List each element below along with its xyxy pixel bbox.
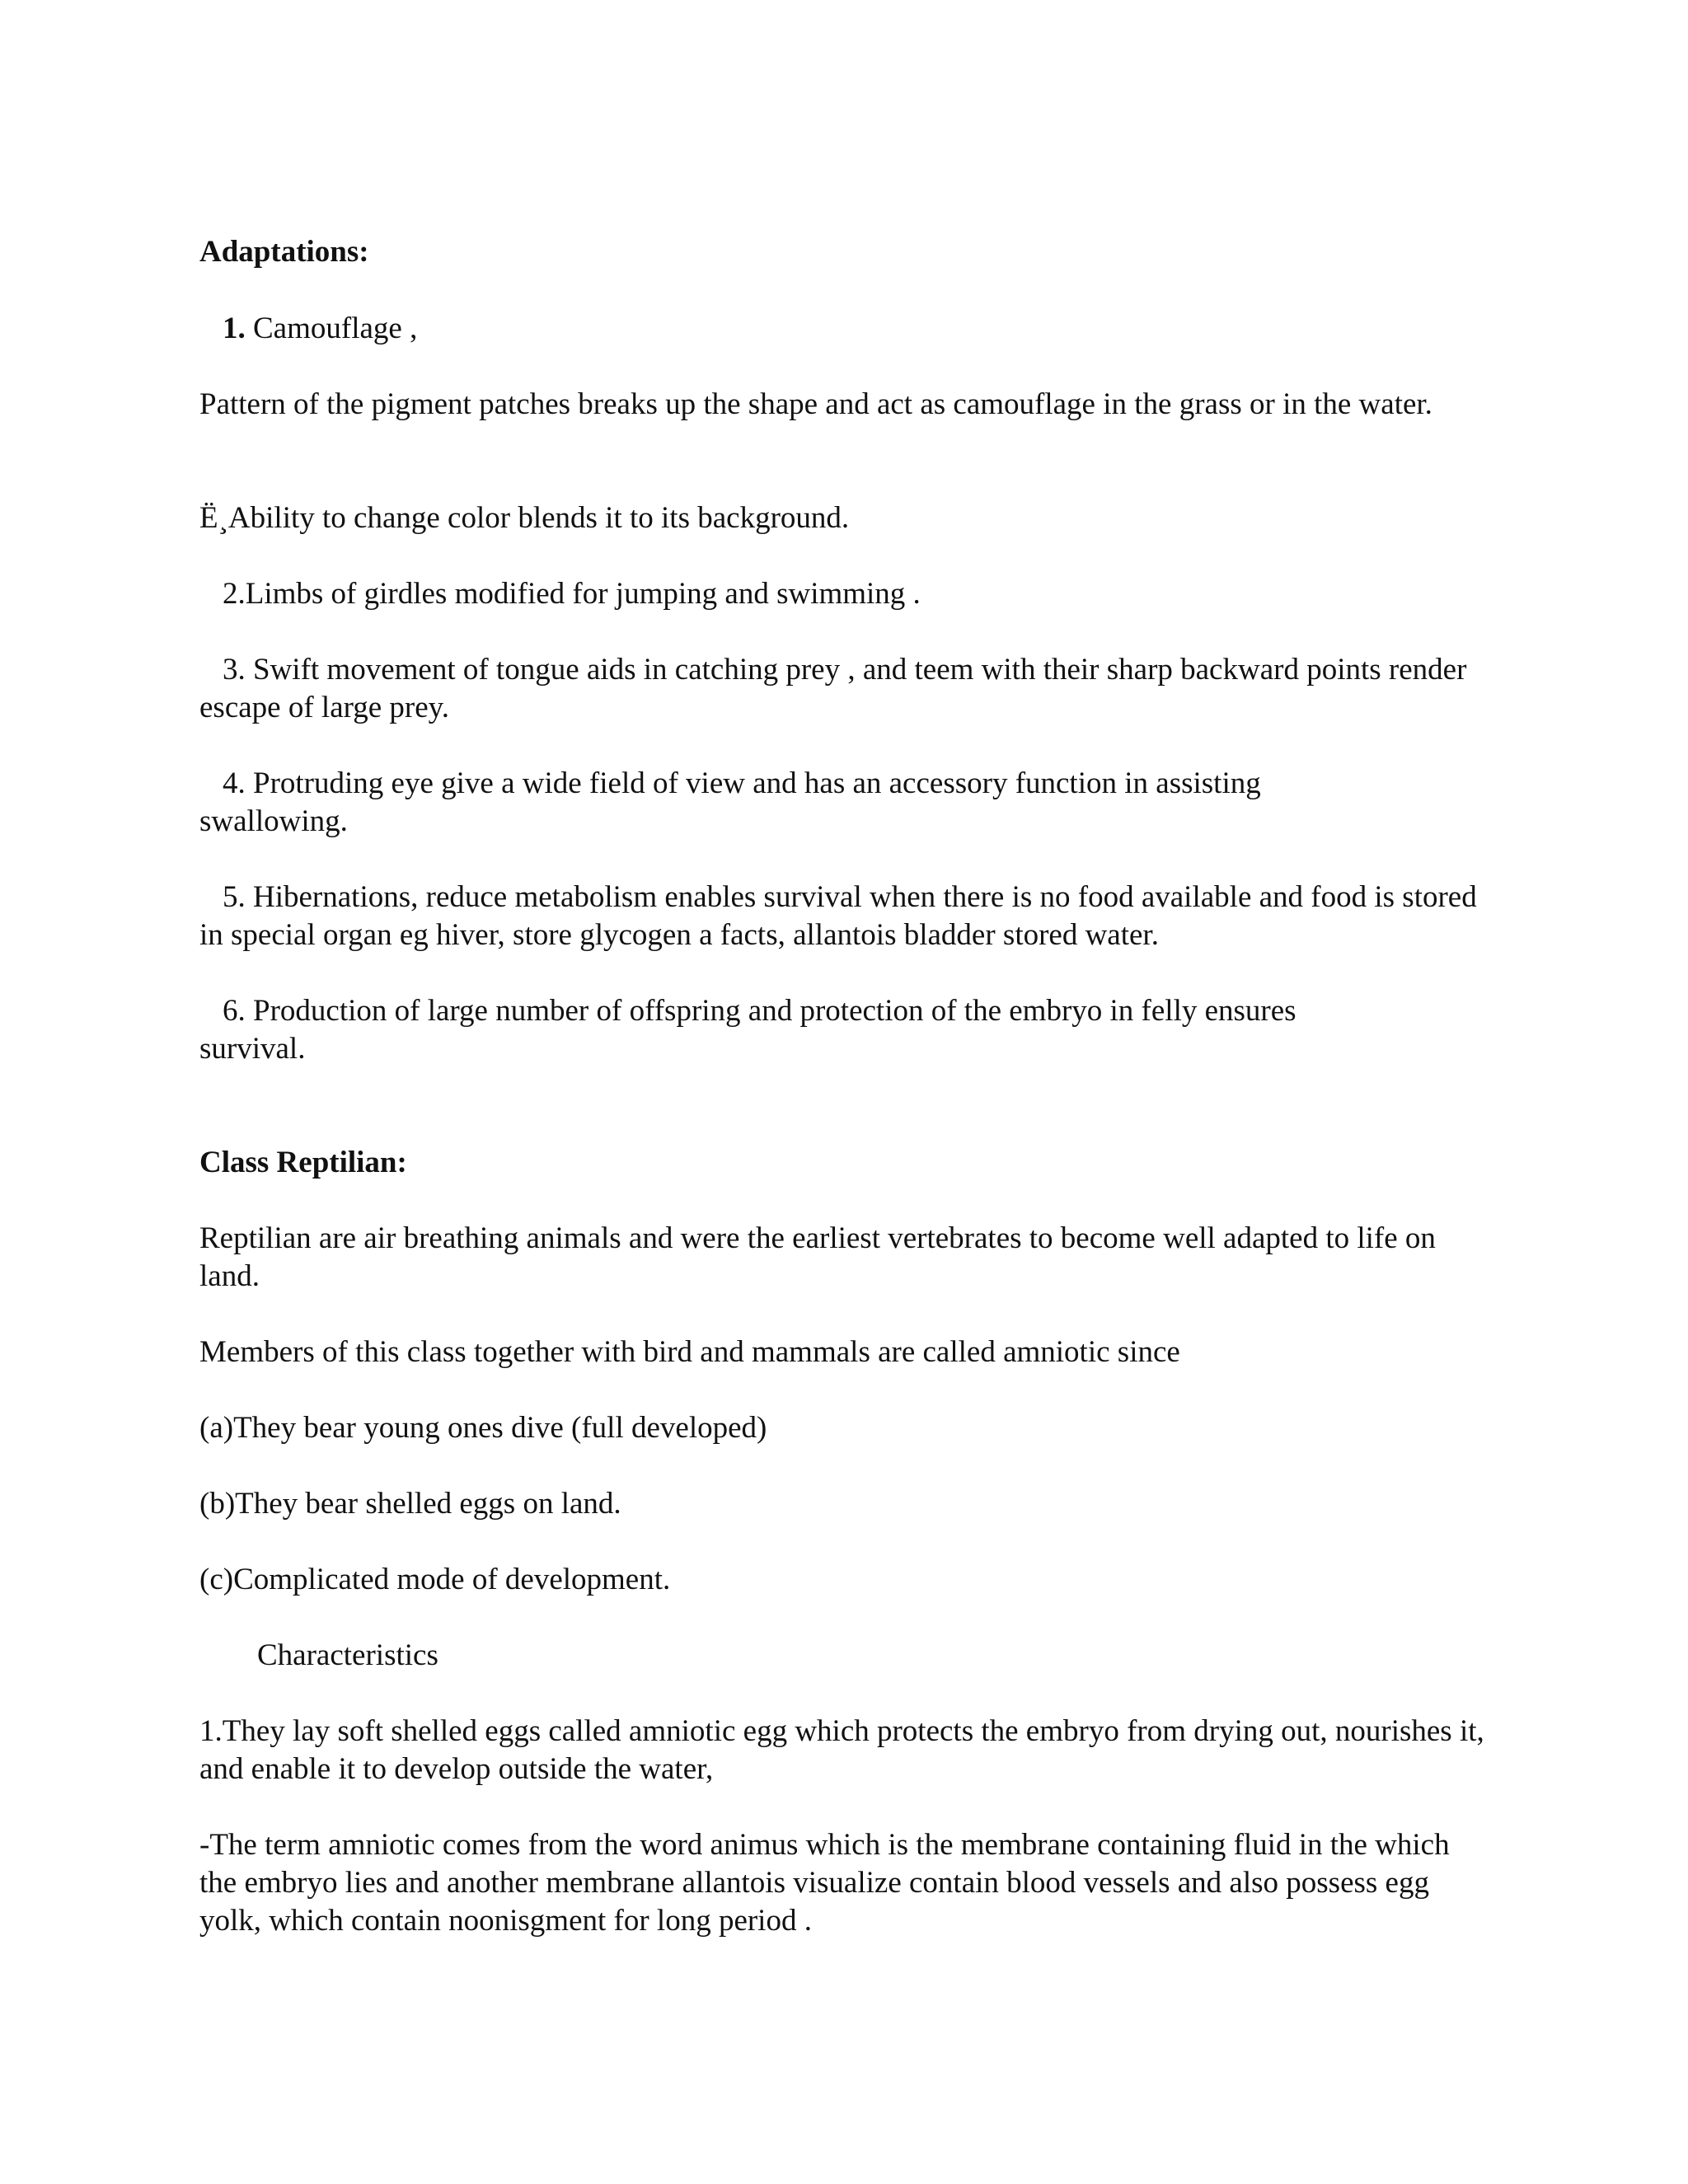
reptilian-heading: Class Reptilian:	[199, 1146, 407, 1179]
item1-text1: Pattern of the pigment patches breaks up the shape and act as camouflage in the grass or in the water.	[199, 387, 1432, 421]
amniotic-intro: Members of this class together with bird and mammals are called amniotic since	[199, 1335, 1180, 1369]
item1-title-line	[223, 310, 1517, 348]
characteristics-heading: Characteristics	[257, 1638, 438, 1672]
point-a: (a)They bear young ones dive (full developed)	[199, 1411, 767, 1445]
item5: 5. Hibernations, reduce metabolism enables survival when there is no food available and food is stored in special organ eg hiver, store glycogen a facts, allantois bladder stored water.	[199, 880, 1477, 952]
reptilian-intro: Reptilian are air breathing animals and were the earliest vertebrates to become well adapted to life on land.	[199, 1221, 1436, 1293]
item4: 4. Protruding eye give a wide field of view and has an accessory function in assisting swallowing.	[199, 766, 1261, 838]
item1-number: 1.	[223, 312, 246, 345]
point-c: (c)Complicated mode of development.	[199, 1563, 671, 1596]
point-b: (b)They bear shelled eggs on land.	[199, 1487, 621, 1521]
characteristic-1-note: -The term amniotic comes from the word animus which is the membrane containing fluid in the which the embryo lies and another membrane allantois visualize contain blood vessels and also possess egg yolk, which contain noonisgment for long period .	[199, 1828, 1450, 1938]
characteristic-1: 1.They lay soft shelled eggs called amniotic egg which protects the embryo from drying out, nourishes it, and enable it to develop outside the water,	[199, 1714, 1484, 1786]
adaptations-heading: Adaptations:	[199, 235, 369, 269]
item1-title: Camouflage ,	[253, 312, 418, 345]
item6: 6. Production of large number of offspring and protection of the embryo in felly ensures survival.	[199, 994, 1296, 1066]
item1-text2: Ë¸Ability to change color blends it to its background.	[199, 501, 850, 535]
item3: 3. Swift movement of tongue aids in catching prey , and teem with their sharp backward points render escape of large prey.	[199, 653, 1467, 724]
item2: 2.Limbs of girdles modified for jumping and swimming .	[223, 577, 921, 611]
